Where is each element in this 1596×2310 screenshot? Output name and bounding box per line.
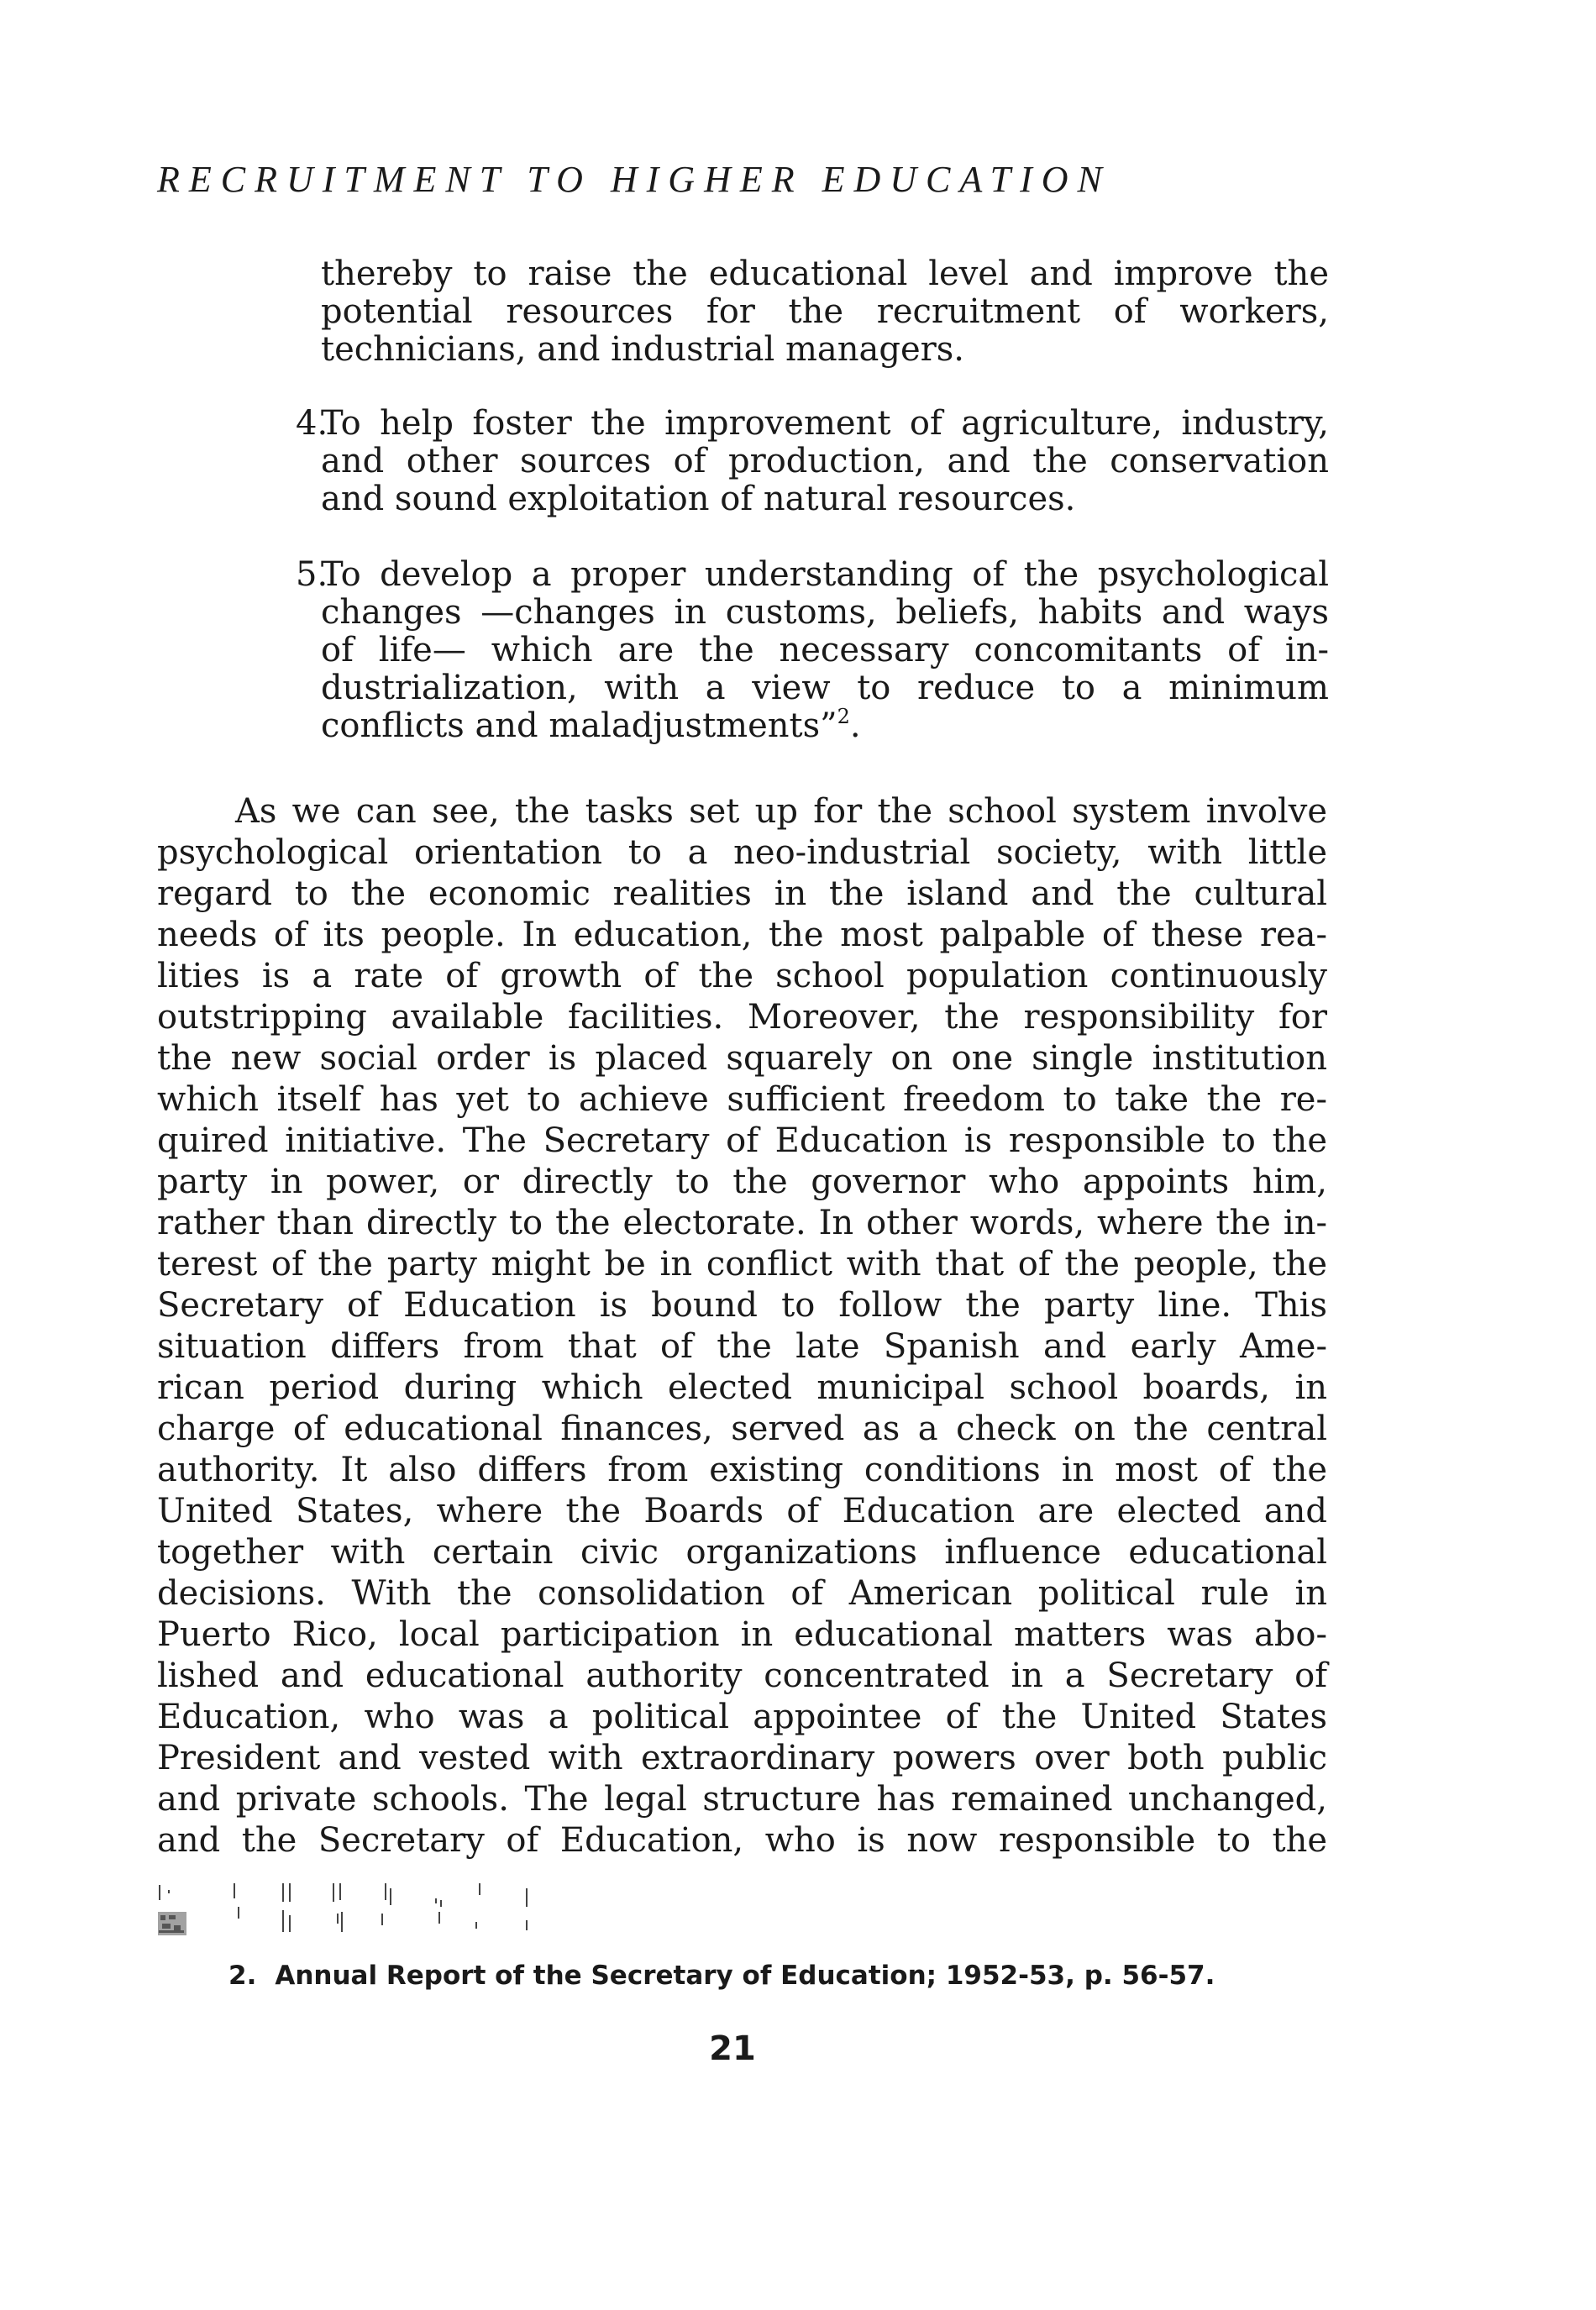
list-item-line: To develop a proper understanding of the psychological xyxy=(321,555,1329,594)
paragraph-line: and private schools. The legal structure has remained unchanged, xyxy=(157,1780,1327,1819)
paragraph-line: Secretary of Education is bound to follow the party line. This xyxy=(157,1286,1327,1325)
list-item-number: 4. xyxy=(296,404,328,443)
list-item-trailing: . xyxy=(849,706,861,745)
paragraph-line: situation differs from that of the late Spanish and early Ame- xyxy=(157,1327,1327,1366)
footnote-number: 2. xyxy=(228,1961,257,1991)
running-head: RECRUITMENT TO HIGHER EDUCATION xyxy=(157,159,1111,200)
continuation-line: potential resources for the recruitment of workers, xyxy=(321,292,1329,331)
scan-artifact-marks xyxy=(157,1882,577,1940)
paragraph-line: Education, who was a political appointee of the United States xyxy=(157,1698,1327,1736)
paragraph-line: lities is a rate of growth of the school population continuously xyxy=(157,957,1327,995)
paragraph-line: needs of its people. In education, the most palpable of these rea- xyxy=(157,916,1327,954)
paragraph-line: together with certain civic organizations influence educational xyxy=(157,1533,1327,1572)
paragraph-line: rican period during which elected municipal school boards, in xyxy=(157,1368,1327,1407)
list-item-line: To help foster the improvement of agriculture, industry, xyxy=(321,404,1329,443)
paragraph-line: Puerto Rico, local participation in educational matters was abo- xyxy=(157,1615,1327,1654)
footnote xyxy=(228,1961,1215,1991)
paragraph-line: quired initiative. The Secretary of Education is responsible to the xyxy=(157,1121,1327,1160)
paragraph-line: charge of educational finances, served as a check on the central xyxy=(157,1410,1327,1448)
list-item-text: conflicts and maladjustments” xyxy=(321,706,837,745)
paragraph-line: which itself has yet to achieve sufficient freedom to take the re- xyxy=(157,1080,1327,1119)
paragraph-line: and the Secretary of Education, who is now responsible to the xyxy=(157,1821,1327,1860)
paragraph-line: regard to the economic realities in the island and the cultural xyxy=(157,874,1327,913)
list-item-line: of life— which are the necessary concomitants of in- xyxy=(321,631,1329,669)
paragraph-line: authority. It also differs from existing conditions in most of the xyxy=(157,1451,1327,1489)
paragraph-line: party in power, or directly to the governor who appoints him, xyxy=(157,1163,1327,1201)
footnote-ref: 2 xyxy=(837,705,850,728)
list-item-line: and other sources of production, and the conservation xyxy=(321,442,1329,480)
paragraph-line: rather than directly to the electorate. In other words, where the in- xyxy=(157,1204,1327,1242)
list-item-line xyxy=(321,706,1329,746)
footnote-text: Annual Report of the Secretary of Education; 1952-53, p. 56-57. xyxy=(275,1961,1215,1991)
paragraph-line: psychological orientation to a neo-industrial society, with little xyxy=(157,833,1327,872)
list-item-line: changes —changes in customs, beliefs, habits and ways xyxy=(321,593,1329,632)
continuation-line: thereby to raise the educational level and improve the xyxy=(321,255,1329,293)
paragraph-line: the new social order is placed squarely on one single institution xyxy=(157,1039,1327,1078)
continuation-line: technicians, and industrial managers. xyxy=(321,330,964,369)
page-number: 21 xyxy=(709,2029,756,2068)
paragraph-line: terest of the party might be in conflict with that of the people, the xyxy=(157,1245,1327,1284)
paragraph-line: lished and educational authority concentrated in a Secretary of xyxy=(157,1656,1327,1695)
paragraph-line: United States, where the Boards of Education are elected and xyxy=(157,1492,1327,1530)
paragraph-line: President and vested with extraordinary powers over both public xyxy=(157,1739,1327,1777)
list-item-line: dustrialization, with a view to reduce to a minimum xyxy=(321,669,1329,707)
list-item-line: and sound exploitation of natural resources. xyxy=(321,480,1076,518)
paragraph-line: outstripping available facilities. Moreover, the responsibility for xyxy=(157,998,1327,1037)
paragraph-line: decisions. With the consolidation of American political rule in xyxy=(157,1574,1327,1613)
list-item-number: 5. xyxy=(296,555,328,594)
paragraph-line: As we can see, the tasks set up for the school system involve xyxy=(235,792,1327,831)
